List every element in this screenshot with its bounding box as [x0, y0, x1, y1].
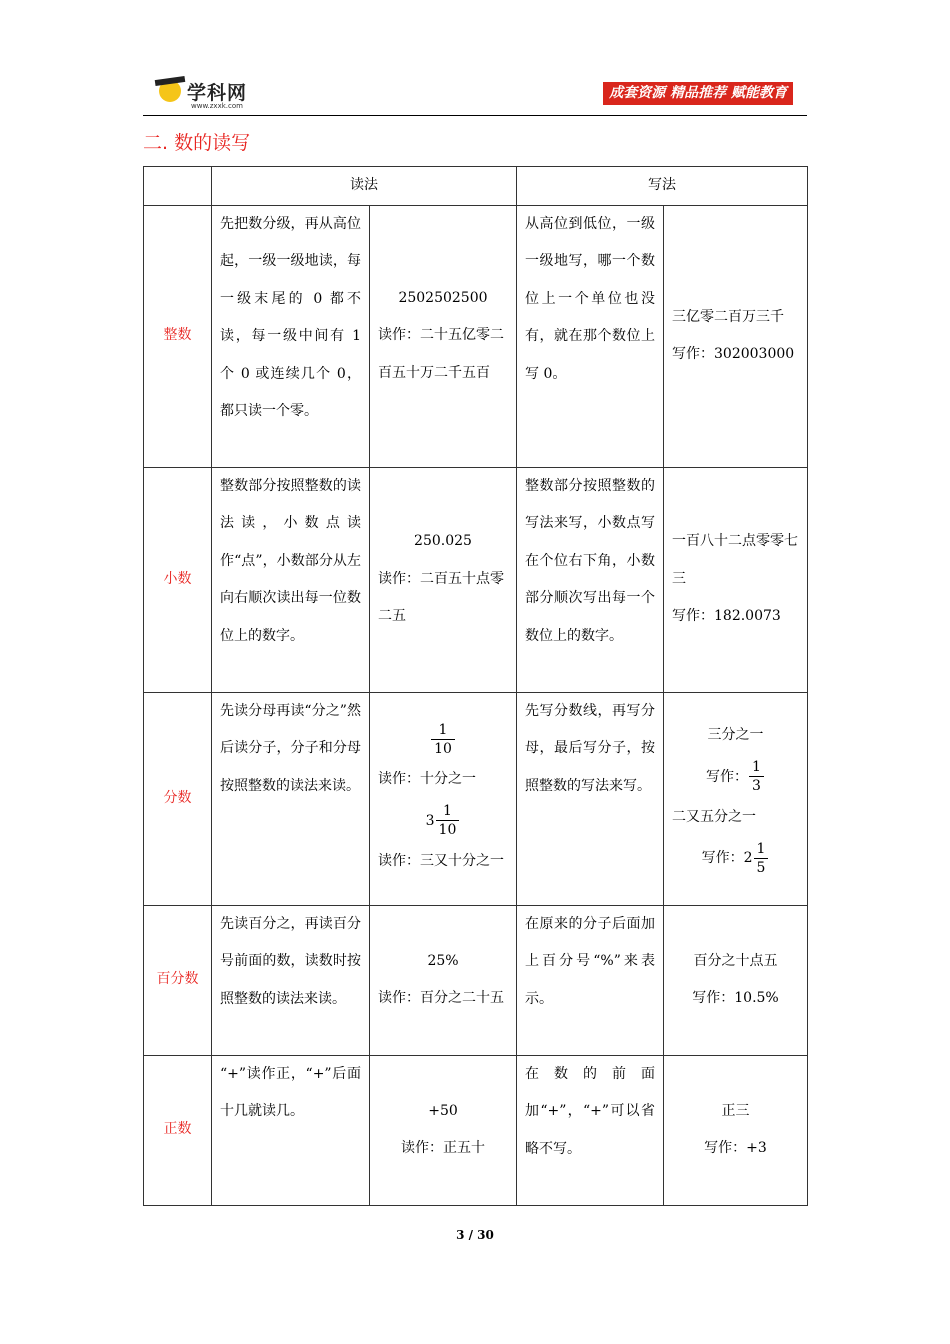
example-words: 三分之一: [707, 727, 764, 743]
write-rule: 在数的前面加“+”，“+”可以省略不写。: [517, 1055, 664, 1205]
mixed-whole: 3: [425, 812, 435, 829]
example-reading: 读作：百分之二十五: [378, 990, 504, 1006]
table-row: [144, 205, 808, 467]
example-reading: 读作：二十五亿零二百五十万二千五百: [378, 327, 504, 381]
read-example: [370, 1055, 517, 1205]
write-rule: 先写分数线，再写分母，最后写分子，按照整数的写法来写。: [517, 692, 664, 905]
write-rule: 整数部分按照整数的写法来写，小数点写在个位右下角，小数部分顺次写出每一个数位上的数字。: [517, 467, 664, 692]
page-header: [143, 70, 807, 116]
write-example: 三分之一 写作： $\frac{1}{3}$ 二又五分之一 写作：2 $\frac{1}{5}$: [664, 692, 808, 905]
table-row: [144, 905, 808, 1055]
mixed-whole: 2: [743, 850, 753, 866]
section-title: 二. 数的读写: [143, 132, 251, 154]
write-rule: 从高位到低位，一级一级地写，哪一个数位上一个单位也没有，就在那个数位上写 0。: [517, 205, 664, 467]
fraction: $\frac{1}{3}$: [749, 758, 764, 795]
read-rule: “+”读作正，“+”后面十几就读几。: [212, 1055, 370, 1205]
read-rule: 整数部分按照整数的读法读，小数点读作“点”，小数部分从左向右顺次读出每一位数位上的数字。: [212, 467, 370, 692]
read-example: [370, 692, 517, 905]
row-label: 百分数: [144, 905, 212, 1055]
example-number: +50: [428, 1102, 458, 1119]
fraction: $\frac{1}{5}$: [754, 840, 769, 877]
read-rule: 先读分母再读“分之”然后读分子，分子和分母按照整数的读法来读。: [212, 692, 370, 905]
slogan-banner: 成套资源 精品推荐 赋能教育: [603, 82, 793, 105]
write-example: [664, 905, 808, 1055]
row-label: 分数: [144, 692, 212, 905]
row-label: 整数: [144, 205, 212, 467]
example-words: 正三: [721, 1102, 750, 1119]
read-rule: 先读百分之，再读百分号前面的数，读数时按照整数的读法来读。: [212, 905, 370, 1055]
table-header-row: [144, 167, 808, 206]
read-rule: 先把数分级，再从高位起，一级一级地读，每一级末尾的 0 都不读，每一级中间有 1 个 0 或连续几个 0，都只读一个零。: [212, 205, 370, 467]
example-number: 25%: [427, 952, 459, 969]
write-example: [664, 467, 808, 692]
example-writing: 写作：182.0073: [672, 608, 781, 625]
example-number: 2502502500: [398, 289, 488, 306]
example-number: 250.025: [414, 533, 472, 550]
header-divider: [143, 115, 807, 116]
read-example: [370, 205, 517, 467]
example-writing: 写作：302003000: [672, 346, 795, 362]
read-example: [370, 467, 517, 692]
example-reading: 读作：二百五十点零二五: [378, 570, 504, 625]
fraction: $\frac{1}{10}$: [431, 721, 455, 758]
number-reading-writing-table: [143, 166, 808, 1206]
row-label: 小数: [144, 467, 212, 692]
page-number: 3 / 30: [456, 1228, 494, 1242]
example-words: 百分之十点五: [693, 952, 778, 969]
example-writing: 写作：+3: [704, 1140, 767, 1156]
logo-text: 学科网: [187, 82, 248, 104]
table-row: [144, 692, 808, 905]
read-example: [370, 905, 517, 1055]
write-rule: 在原来的分子后面加上百分号“%”来表示。: [517, 905, 664, 1055]
row-label: 正数: [144, 1055, 212, 1205]
example-words: 一百八十二点零零七三: [672, 533, 798, 587]
example-words: 三亿零二百万三千: [672, 308, 784, 325]
fraction: $\frac{1}{10}$: [436, 802, 460, 839]
example-reading: 读作：十分之一: [378, 771, 476, 787]
table-row: [144, 1055, 808, 1205]
header-write: 写法: [517, 167, 808, 206]
header-read: 读法: [212, 167, 517, 206]
example-reading: 读作：正五十: [401, 1140, 485, 1156]
logo[interactable]: [155, 76, 265, 112]
write-example: [664, 205, 808, 467]
table-row: [144, 467, 808, 692]
write-example: [664, 1055, 808, 1205]
example-writing: 写作：10.5%: [692, 990, 779, 1006]
example-reading: 读作：三又十分之一: [378, 852, 504, 869]
logo-url: www.zxxk.com: [191, 102, 243, 110]
example-words: 二又五分之一: [672, 808, 756, 825]
